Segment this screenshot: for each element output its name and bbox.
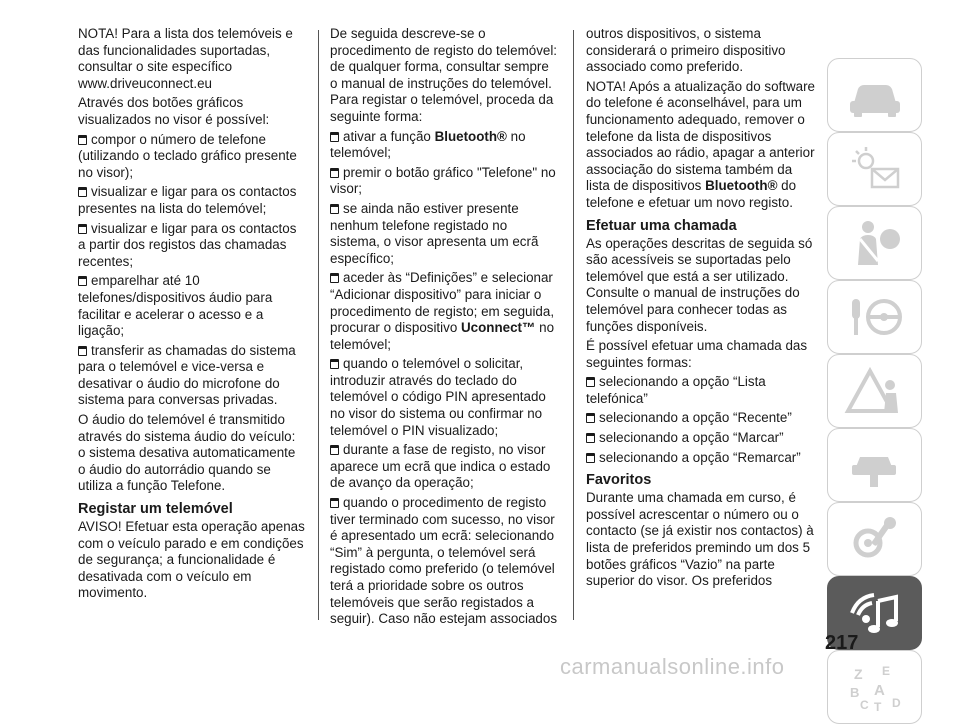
paragraph: NOTA! Após a atualização do software do telefone é aconselhável, para um funcionamento adequado, remover o telefone da lista de dispositivos associados ao rádio, apagar a anterior associação do sistema também da lista de dispositivos Bluetooth® do telefone e efetuar um novo registo. bbox=[586, 78, 815, 210]
bullet-item: ativar a função Bluetooth® no telemóvel; bbox=[330, 128, 526, 161]
key-steering-wheel-icon bbox=[844, 291, 906, 343]
paragraph: Através dos botões gráficos visualizados no visor é possível: bbox=[78, 95, 270, 127]
tab-warnings[interactable] bbox=[827, 132, 922, 206]
tab-index[interactable] bbox=[827, 650, 922, 724]
bullet-item: quando o telemóvel o solicitar, introduzir através do teclado do telemóvel o código PIN apresentado no visor do sistema ou confirmar no telemóvel o PIN visualizado; bbox=[330, 356, 546, 438]
bullet-icon bbox=[78, 187, 87, 197]
bullet-icon bbox=[330, 204, 339, 214]
paragraph: outros dispositivos, o sistema considerará o primeiro dispositivo associado como preferido. bbox=[586, 26, 786, 75]
bullet-item: durante a fase de registo, no visor aparece um ecrã que indica o estado de avanço da operação; bbox=[330, 442, 551, 491]
bullet-item: quando o procedimento de registo tiver terminado com sucesso, no visor é apresentado um ecrã: selecionando “Sim” à pergunta, o telemóvel será registado como preferido (o telemóvel terá a prioridade sobre os outros telemóveis que serão registados a seguir). Caso não estejam associados bbox=[330, 495, 558, 627]
gear-wrench-icon bbox=[844, 513, 906, 565]
bullet-icon bbox=[586, 433, 595, 443]
index-letter: D bbox=[891, 696, 901, 710]
warning-light-envelope-icon bbox=[844, 143, 906, 195]
tab-maintenance[interactable] bbox=[827, 428, 922, 502]
alphabetical-index-icon bbox=[844, 661, 906, 713]
bullet-icon bbox=[330, 445, 339, 455]
index-letter: T bbox=[873, 700, 881, 714]
text-column-1 bbox=[78, 26, 306, 605]
bullet-icon bbox=[330, 168, 339, 178]
section-heading: Efetuar uma chamada bbox=[586, 217, 737, 234]
index-letter: E bbox=[881, 664, 890, 678]
bullet-icon bbox=[330, 359, 339, 369]
bullet-item: aceder às “Definições” e selecionar “Adicionar dispositivo” para iniciar o procedimento de registo; em seguida, procurar o dispositivo Uconnect™ no telemóvel; bbox=[330, 270, 555, 352]
bullet-icon bbox=[330, 132, 339, 142]
paragraph: Durante uma chamada em curso, é possível acrescentar o número ou o contacto (se já existir nos contactos) à lista de preferidos premindo um dos 5 botões gráficos “Vazio” na parte superior do visor. Os preferidos bbox=[586, 490, 814, 589]
bullet-item: se ainda não estiver presente nenhum telefone registado no sistema, o visor apresenta um ecrã específico; bbox=[330, 200, 539, 266]
car-icon bbox=[844, 69, 906, 121]
tab-vehicle[interactable] bbox=[827, 58, 922, 132]
paragraph: É possível efetuar uma chamada das seguintes formas: bbox=[586, 338, 808, 370]
column-divider bbox=[573, 30, 574, 620]
bullet-icon bbox=[586, 453, 595, 463]
bullet-item: visualizar e ligar para os contactos presentes na lista do telemóvel; bbox=[78, 184, 297, 216]
bullet-item: selecionando a opção “Recente” bbox=[586, 410, 818, 427]
seatbelt-airbag-icon bbox=[844, 217, 906, 269]
section-heading: Favoritos bbox=[586, 472, 652, 489]
bullet-item: selecionando a opção “Remarcar” bbox=[586, 450, 818, 467]
bullet-icon bbox=[330, 498, 339, 508]
bullet-item: emparelhar até 10 telefones/dispositivos áudio para facilitar e acelerar o acesso e a ligação; bbox=[78, 273, 273, 339]
paragraph: O áudio do telemóvel é transmitido através do sistema áudio do veículo: o sistema desativa automaticamente o áudio do autorrádio quando se utiliza a função Telefone. bbox=[78, 412, 296, 494]
bullet-icon bbox=[586, 377, 595, 387]
bullet-icon bbox=[78, 135, 87, 145]
section-heading: Registar um telemóvel bbox=[78, 501, 233, 518]
bullet-icon bbox=[78, 224, 87, 234]
tab-driving[interactable] bbox=[827, 280, 922, 354]
watermark: carmanualsonline.info bbox=[560, 654, 785, 679]
tab-emergency[interactable] bbox=[827, 354, 922, 428]
warning-triangle-mechanic-icon bbox=[844, 365, 906, 417]
bullet-item: visualizar e ligar para os contactos a partir dos registos das chamadas recentes; bbox=[78, 220, 297, 269]
index-letter: A bbox=[873, 682, 885, 699]
bullet-item: compor o número de telefone (utilizando o teclado gráfico presente no visor); bbox=[78, 131, 297, 180]
bullet-icon bbox=[78, 346, 87, 356]
column-divider bbox=[318, 30, 319, 620]
bullet-icon bbox=[586, 413, 595, 423]
text-column-2 bbox=[330, 26, 558, 631]
index-letter: B bbox=[849, 685, 859, 700]
bullet-item: premir o botão gráfico "Telefone" no visor; bbox=[330, 164, 556, 197]
chapter-tabs bbox=[827, 58, 922, 724]
bullet-item: transferir as chamadas do sistema para o telemóvel e vice-versa e desativar o áudio do microfone do sistema para conversas privadas. bbox=[78, 342, 296, 408]
paragraph: NOTA! Para a lista dos telemóveis e das funcionalidades suportadas, consultar o site específico www.driveuconnect.eu bbox=[78, 26, 293, 91]
page-number: 217 bbox=[825, 632, 859, 654]
tab-safety[interactable] bbox=[827, 206, 922, 280]
bullet-item: selecionando a opção “Marcar” bbox=[586, 430, 818, 447]
text-column-3 bbox=[586, 26, 818, 593]
paragraph: As operações descritas de seguida só são acessíveis se suportadas pelo telemóvel que está a ser utilizado. Consulte o manual de instruções do telemóvel para conhecer todas as funções disponíveis. bbox=[586, 235, 813, 334]
bullet-icon bbox=[78, 276, 87, 286]
car-lift-icon bbox=[844, 439, 906, 491]
index-letter: C bbox=[859, 698, 869, 712]
tab-specifications[interactable] bbox=[827, 502, 922, 576]
index-letter: Z bbox=[853, 666, 863, 682]
bullet-item: selecionando a opção “Lista telefónica” bbox=[586, 374, 766, 406]
paragraph: AVISO! Efetuar esta operação apenas com o veículo parado e em condições de segurança; a funcionalidade é desativada com o veículo em movimento. bbox=[78, 519, 305, 601]
paragraph: De seguida descreve-se o procedimento de registo do telemóvel: de qualquer forma, consultar sempre o manual de instruções do telemóvel. Para registar o telemóvel, proceda da seguinte forma: bbox=[330, 26, 558, 124]
bullet-icon bbox=[330, 273, 339, 283]
